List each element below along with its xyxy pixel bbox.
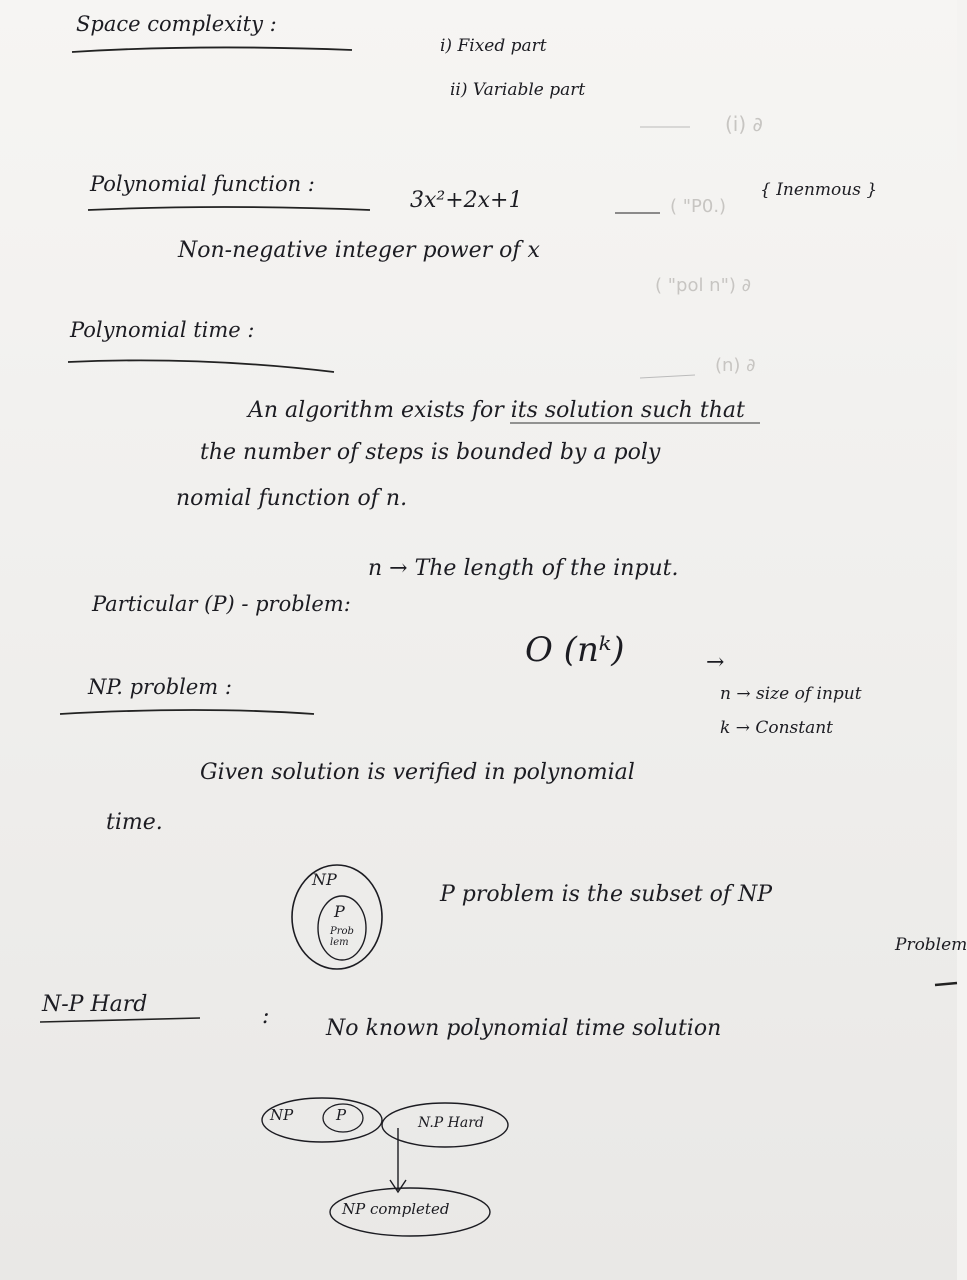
venn-p-label: P — [336, 1106, 347, 1124]
polynomial-time-line-3: nomial function of n. — [176, 486, 408, 511]
diagram-problem-label: Prob lem — [330, 926, 354, 948]
variable-part-item: ii) Variable part — [450, 80, 586, 100]
np-hard-colon: : — [262, 1004, 270, 1029]
venn-np-complete-label: NP completed — [342, 1200, 450, 1218]
n-size-legend: n → size of input — [720, 684, 862, 704]
k-constant-legend: k → Constant — [720, 718, 834, 738]
np-description-line-1: Given solution is verified in polynomial — [200, 760, 635, 785]
np-hard-heading: N-P Hard — [42, 992, 148, 1017]
np-description-line-2: time. — [106, 810, 163, 835]
bottom-right-dash — [935, 983, 957, 985]
venn-np-label: NP — [270, 1106, 294, 1124]
fixed-part-item: i) Fixed part — [440, 36, 547, 56]
polynomial-time-line-1: An algorithm exists for its solution such that — [248, 398, 745, 423]
polynomial-expression: 3x²+2x+1 — [410, 188, 523, 213]
subset-relation-line-2: Problem — [895, 935, 967, 955]
np-problem-underline — [60, 710, 314, 714]
n-length-definition: n → The length of the input. — [368, 556, 679, 581]
np-hard-description: No known polynomial time solution — [326, 1016, 722, 1041]
polynomial-function-heading: Polynomial function : — [90, 172, 315, 196]
faint-mark-3: ( "pol n") ∂ — [655, 275, 751, 296]
p-problem-heading: Particular (P) - problem: — [92, 592, 351, 616]
np-problem-heading: NP. problem : — [88, 675, 232, 699]
polynomial-time-heading: Polynomial time : — [70, 318, 255, 342]
faint-mark-4: (n) ∂ — [715, 355, 756, 376]
venn-np-hard-label: N.P Hard — [418, 1115, 484, 1131]
diagram-p-label: P — [334, 902, 345, 921]
space-complexity-underline — [72, 47, 352, 52]
faint-mark-2: ( "P0.) — [670, 196, 727, 217]
note-arrow-3 — [640, 375, 695, 378]
polynomial-time-underline — [68, 360, 334, 372]
non-negative-definition: Non-negative integer power of x — [178, 238, 540, 263]
space-complexity-heading: Space complexity : — [76, 12, 277, 36]
np-hard-underline — [40, 1018, 200, 1022]
polynomial-time-line-2: the number of steps is bounded by a poly — [200, 440, 661, 465]
big-o-complexity: O (nᵏ) — [525, 630, 625, 670]
complexity-arrow: → — [706, 650, 725, 675]
inenmous-note: { Inenmous } — [760, 180, 878, 200]
subset-relation-line-1: P problem is the subset of NP — [440, 882, 773, 907]
polynomial-function-underline — [88, 207, 370, 210]
diagram-np-label: NP — [312, 870, 337, 889]
faint-mark-1: (i) ∂ — [725, 112, 763, 136]
